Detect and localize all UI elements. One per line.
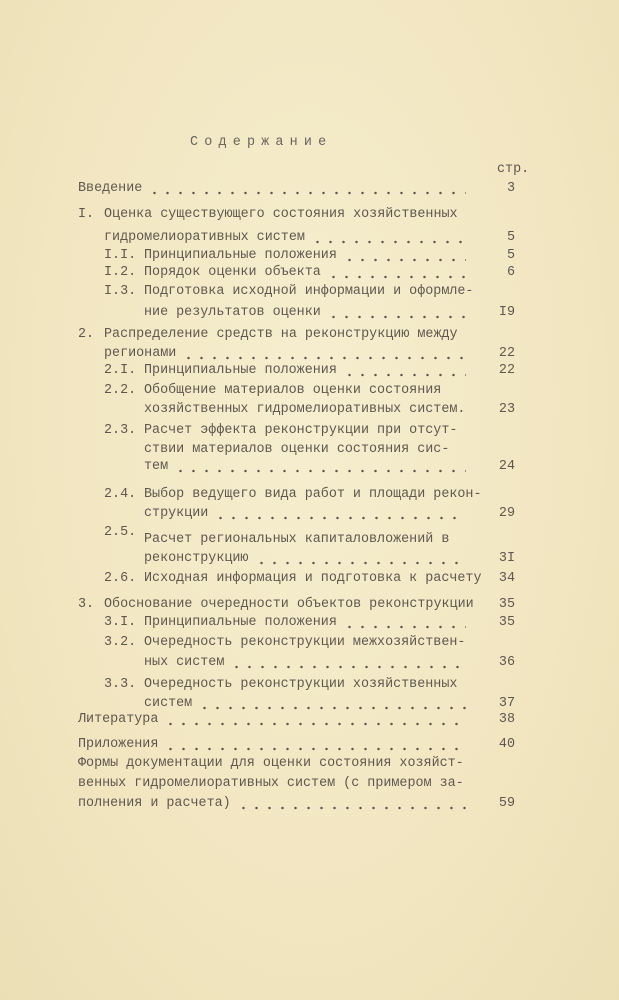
toc-entry-text: Очередность реконструкции межхозяйствен- — [144, 635, 466, 650]
toc-entry-text: Порядок оценки объекта — [144, 265, 321, 280]
toc-entry-text: Введение — [78, 181, 143, 196]
toc-entry-number: 2. — [78, 327, 95, 342]
toc-page-number: 22 — [498, 363, 515, 378]
toc-entry-number: I.2. — [104, 265, 137, 280]
toc-page-number: 35 — [498, 615, 515, 630]
toc-entry-text: гидромелиоративных систем — [104, 230, 305, 245]
toc-page-number: 3I — [498, 551, 515, 566]
dot-leader — [327, 264, 466, 282]
toc-entry-number: 3.2. — [104, 635, 137, 650]
toc-page-number: 23 — [498, 402, 515, 417]
toc-entry-text: Принципиальные положения — [144, 248, 337, 263]
toc-page-number: 59 — [498, 796, 515, 811]
toc-entry-number: 2.2. — [104, 383, 137, 398]
toc-page-number: 40 — [498, 737, 515, 752]
page-column-label: стр. — [497, 162, 530, 177]
toc-page-number: I9 — [498, 305, 515, 320]
toc-page-number: 35 — [498, 597, 515, 612]
toc-entry-number: I.I. — [104, 248, 137, 263]
toc-entry-text: ствии материалов оценки состояния сис- — [144, 442, 450, 457]
toc-page-number: 5 — [506, 248, 515, 263]
toc-entry-text: Оценка существующего состояния хозяйственных — [104, 207, 458, 222]
dot-leader — [214, 505, 466, 523]
dot-leader — [343, 247, 466, 265]
dot-leader — [164, 736, 466, 754]
toc-entry-number: 2.5. — [104, 525, 137, 540]
toc-entry-text: Обобщение материалов оценки состояния — [144, 383, 442, 398]
toc-entry-text: ных систем — [144, 655, 225, 670]
toc-entry-text: Исходная информация и подготовка к расчету — [144, 571, 482, 586]
toc-title: Содержание — [190, 135, 333, 150]
toc-entry-text: Расчет эффекта реконструкции при отсут- — [144, 423, 458, 438]
toc-page-number: 22 — [498, 346, 515, 361]
toc-entry-number: 3.3. — [104, 677, 137, 692]
toc-entry-text: Подготовка исходной информации и оформле- — [144, 284, 474, 299]
toc-entry-number: 2.6. — [104, 571, 137, 586]
toc-entry-text: регионами — [104, 346, 177, 361]
toc-entry-text: ние результатов оценки — [144, 305, 321, 320]
toc-entry-text: систем — [144, 696, 193, 711]
dot-leader — [164, 711, 466, 729]
toc-entry-number: 2.3. — [104, 423, 137, 438]
dot-leader — [255, 550, 466, 568]
toc-entry-text: Литература — [78, 712, 159, 727]
dot-leader — [230, 654, 466, 672]
dot-leader — [182, 345, 466, 363]
toc-entry-number: 2.I. — [104, 363, 137, 378]
toc-entry-text: полнения и расчета) — [78, 796, 231, 811]
toc-page-number: 5 — [506, 230, 515, 245]
toc-entry-text: тем — [144, 459, 169, 474]
toc-entry-number: 3.I. — [104, 615, 137, 630]
toc-entry-text: Очередность реконструкции хозяйственных — [144, 677, 458, 692]
toc-entry-text: Принципиальные положения — [144, 363, 337, 378]
toc-entry-number: I.3. — [104, 284, 137, 299]
toc-entry-text: Обоснование очередности объектов реконструкции — [104, 597, 474, 612]
toc-entry-text: Выбор ведущего вида работ и площади рекон- — [144, 487, 482, 502]
toc-entry-text: венных гидромелиоративных систем (с примером за- — [78, 776, 464, 791]
toc-entry-text: хозяйственных гидромелиоративных систем. — [144, 402, 466, 417]
dot-leader — [148, 180, 466, 198]
toc-entry-text: Распределение средств на реконструкцию между — [104, 327, 458, 342]
toc-page-number: 6 — [506, 265, 515, 280]
toc-page-number: 38 — [498, 712, 515, 727]
toc-page-number: 36 — [498, 655, 515, 670]
toc-entry-text: струкции — [144, 506, 209, 521]
toc-entry-number: I. — [78, 207, 95, 222]
toc-page-number: 3 — [506, 181, 515, 196]
dot-leader — [237, 795, 466, 813]
dot-leader — [174, 458, 466, 476]
toc-entry-text: Формы документации для оценки состояния хозяйст- — [78, 756, 464, 771]
toc-page-number: 34 — [498, 571, 515, 586]
toc-entry-number: 2.4. — [104, 487, 137, 502]
dot-leader — [327, 304, 466, 322]
toc-entry-text: Принципиальные положения — [144, 615, 337, 630]
toc-entry-text: реконструкцию — [144, 551, 249, 566]
toc-page-number: 24 — [498, 459, 515, 474]
toc-page-number: 37 — [498, 696, 515, 711]
dot-leader — [343, 362, 466, 380]
toc-entry-number: 3. — [78, 597, 95, 612]
dot-leader — [311, 229, 466, 247]
dot-leader — [343, 614, 466, 632]
toc-entry-text: Расчет региональных капиталовложений в — [144, 532, 450, 547]
toc-entry-text: Приложения — [78, 737, 159, 752]
toc-page-number: 29 — [498, 506, 515, 521]
